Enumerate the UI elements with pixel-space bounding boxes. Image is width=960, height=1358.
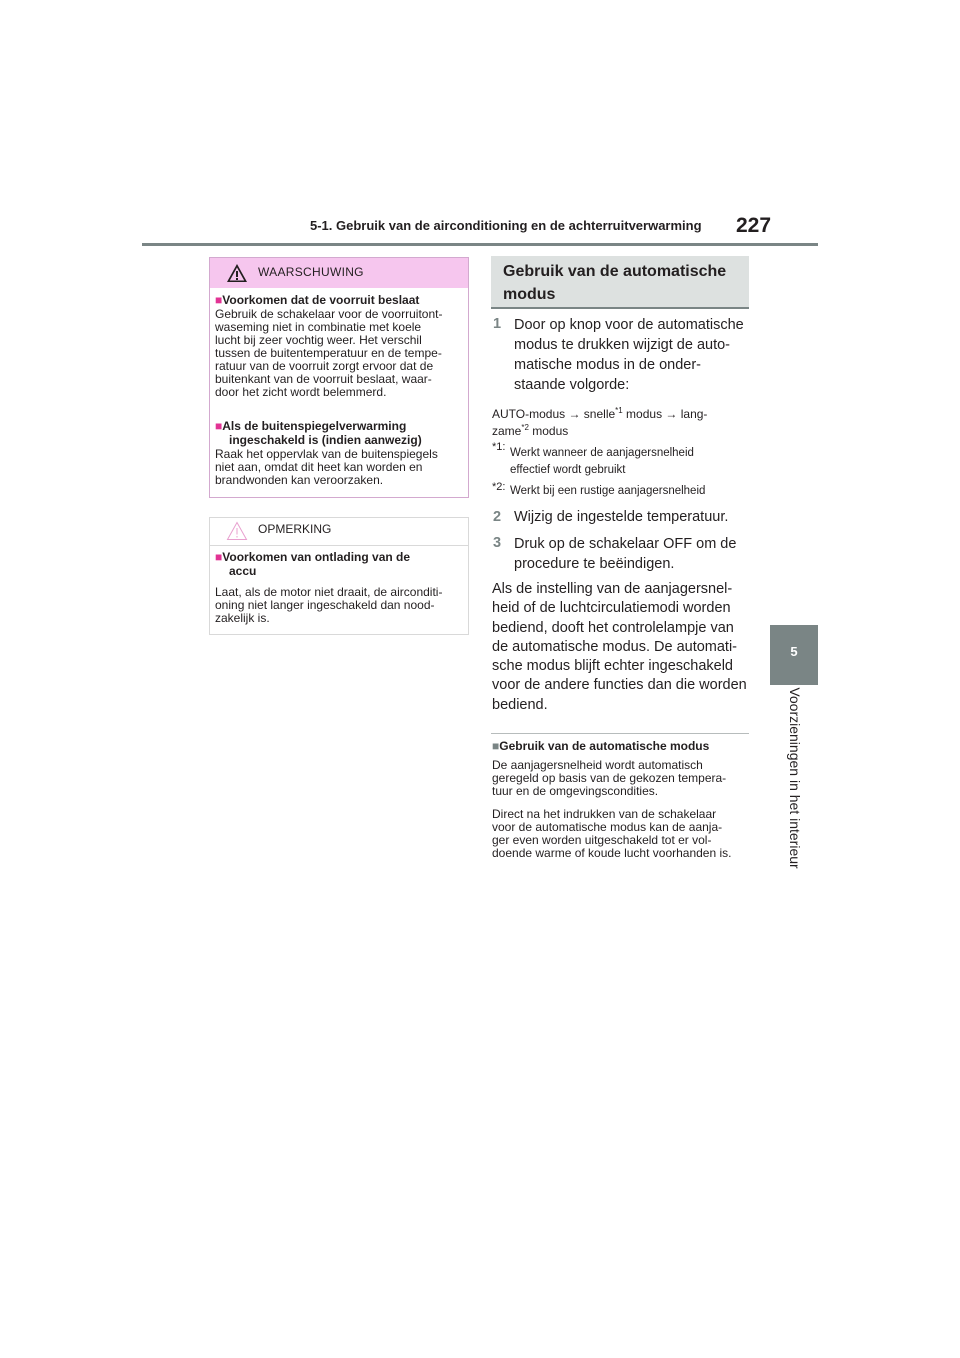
section-header-rule — [491, 307, 749, 309]
notice-item-title: ■Voorkomen van ontlading van de — [215, 550, 411, 564]
info-rule — [491, 733, 749, 734]
warning-item-title-line2: ingeschakeld is (indien aanwezig) — [229, 433, 422, 447]
notice-separator — [210, 545, 468, 546]
step-text: Wijzig de ingestelde temperatuur. — [514, 509, 729, 525]
bullet-square-icon: ■ — [215, 550, 223, 564]
footnote-text: Werkt bij een rustige aanjagersnelheid — [510, 485, 706, 497]
header-rule — [142, 243, 818, 246]
info-paragraph: De aanjagersnelheid wordt automatisch geregeld op basis van de gekozen tempera- tuur en de omgevingscondities. — [492, 758, 727, 798]
warning-item-title: ■Als de buitenspiegelverwarming — [215, 419, 407, 433]
notice-item-text: Laat, als de motor niet draait, de airconditi- oning niet langer ingeschakeld dan nood- zakelijk is. — [215, 585, 443, 625]
body-paragraph: Als de instelling van de aanjagersnel- heid of de luchtcirculatiemodi worden bediend, dooft het controlelampje van de automatische modus. De automati- sche modus blijft echter ingeschakeld voor de andere functies dan die worden bediend. — [492, 581, 747, 713]
info-title: ■Gebruik van de automatische modus — [492, 739, 710, 753]
warning-item-text: Gebruik de schakelaar voor de voorruitont- waseming niet in combinatie met koele lucht bij zeer vochtig weer. Het verschil tussen de buitentemperatuur en de tempe- ratuur van de voorruit zorgt ervoor dat de buitenkant van de voorruit beslaat, waar- door het zicht wordt belemmerd. — [215, 307, 443, 399]
bullet-square-icon: ■ — [215, 419, 223, 433]
bullet-square-icon: ■ — [492, 739, 500, 753]
step-number: 1 — [493, 316, 502, 332]
notice-title: OPMERKING — [258, 522, 332, 536]
chapter-number: 5 — [790, 644, 798, 659]
warning-item-text: Raak het oppervlak van de buitenspiegels niet aan, omdat dit heet kan worden en brandwonden kan veroorzaken. — [215, 447, 438, 487]
bullet-square-icon: ■ — [215, 293, 223, 307]
warning-item-title: ■Voorkomen dat de voorruit beslaat — [215, 293, 420, 307]
footnote-mark: *2: — [492, 481, 506, 493]
header-title: 5-1. Gebruik van de airconditioning en de achterruitverwarming — [310, 218, 702, 233]
footnote-text: Werkt wanneer de aanjagersnelheid effectief wordt gebruikt — [510, 447, 694, 476]
section-title: Gebruik van de automatische modus — [503, 263, 727, 303]
mode-sequence: AUTO-modus → snelle$^{*1}$ modus → lang- zame$^{*2}$ modus — [492, 406, 708, 438]
step-text: Door op knop voor de automatische modus te drukken wijzigt de auto- matische modus in de onder- staande volgorde: — [514, 317, 744, 393]
chapter-label: Voorzieningen in het interieur — [787, 687, 803, 869]
notice-item-title-line2: accu — [229, 564, 257, 578]
warning-title: WAARSCHUWING — [258, 265, 364, 279]
warning-triangle-icon — [226, 263, 248, 283]
step-number: 2 — [493, 509, 502, 525]
step-number: 3 — [493, 535, 502, 551]
caution-triangle-icon — [226, 521, 248, 541]
page-number: 227 — [736, 214, 772, 237]
step-text: Druk op de schakelaar OFF om de procedure te beëindigen. — [514, 536, 737, 572]
info-paragraph: Direct na het indrukken van de schakelaar voor de automatische modus kan de aanja- ger even worden uitgeschakeld tot er vol- doende warme of koude lucht voorhanden is. — [492, 807, 732, 860]
footnote-mark: *1: — [492, 441, 506, 453]
